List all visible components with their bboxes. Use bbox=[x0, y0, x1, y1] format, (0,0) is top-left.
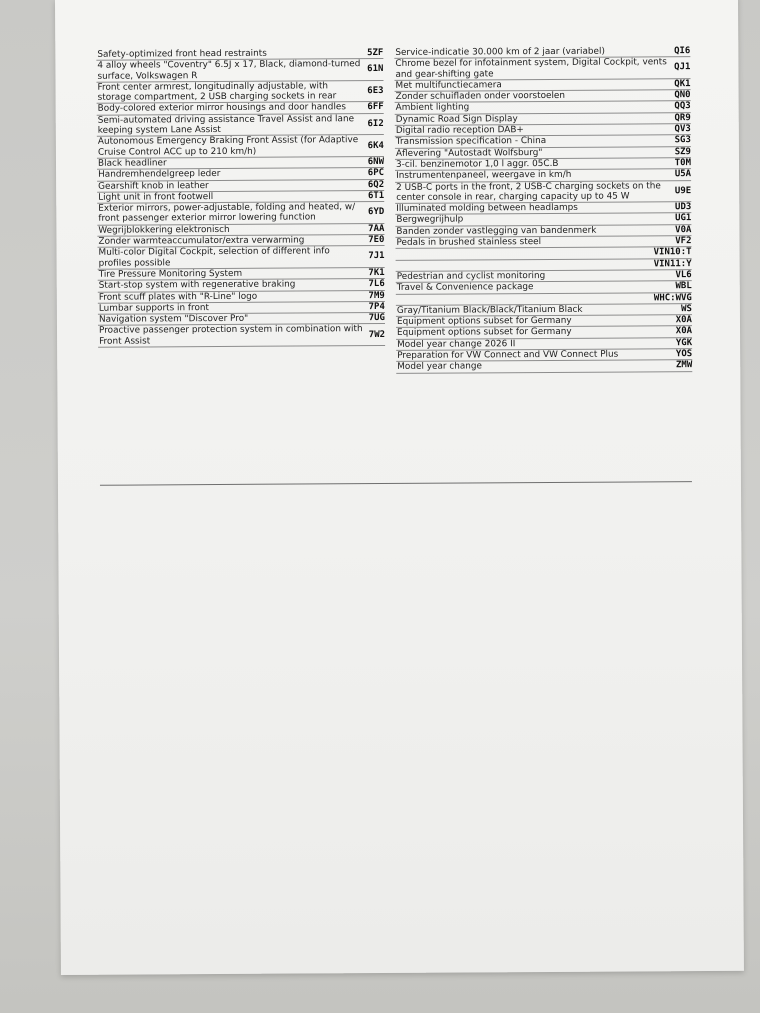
option-code: YGK bbox=[675, 337, 693, 348]
option-description: Front scuff plates with "R-Line" logo bbox=[98, 291, 258, 303]
option-code: VIN10:T bbox=[653, 247, 692, 258]
option-code: 6PC bbox=[367, 168, 385, 179]
option-description: Service-indicatie 30.000 km of 2 jaar (variabel) bbox=[395, 46, 605, 58]
option-description: Zonder warmteaccumulator/extra verwarming bbox=[98, 235, 305, 247]
option-code: 6FF bbox=[367, 102, 384, 113]
paper-sheet bbox=[55, 0, 744, 975]
option-code: UG1 bbox=[675, 213, 692, 224]
option-description: Dynamic Road Sign Display bbox=[395, 113, 518, 125]
option-code: SZ9 bbox=[674, 146, 691, 157]
option-description: Pedestrian and cyclist monitoring bbox=[396, 270, 546, 282]
option-description: Lumbar supports in front bbox=[98, 302, 210, 314]
option-code: X0A bbox=[675, 315, 692, 326]
option-description: Wegrijblokkering elektronisch bbox=[98, 224, 230, 236]
option-row bbox=[97, 81, 384, 104]
option-description: Gearshift knob in leather bbox=[98, 180, 209, 192]
option-description: Body-colored exterior mirror housings and door handles bbox=[97, 102, 347, 115]
option-description: Ambient lighting bbox=[395, 102, 470, 114]
option-description: Bergwegrijhulp bbox=[396, 214, 464, 226]
separator-line bbox=[100, 481, 692, 486]
option-description: Gray/Titanium Black/Black/Titanium Black bbox=[396, 304, 583, 316]
option-code: 7K1 bbox=[368, 267, 385, 279]
option-code: 7L6 bbox=[368, 279, 385, 290]
option-code: QR9 bbox=[674, 112, 691, 123]
option-code: 7P4 bbox=[368, 301, 385, 312]
option-row bbox=[97, 114, 384, 137]
options-column-right bbox=[394, 46, 692, 373]
option-row bbox=[97, 135, 384, 158]
option-code: 7M9 bbox=[368, 290, 385, 301]
option-description: Safety-optimized front head restraints bbox=[97, 48, 267, 60]
option-code: QQ3 bbox=[674, 101, 691, 112]
option-code: VL6 bbox=[675, 270, 692, 281]
option-description: Travel & Convenience package bbox=[396, 282, 534, 294]
option-code: V0A bbox=[675, 224, 692, 235]
option-row bbox=[396, 360, 692, 373]
option-code: QV3 bbox=[674, 124, 691, 135]
option-code: WBL bbox=[675, 281, 692, 292]
option-code: SG3 bbox=[674, 135, 691, 146]
option-description: Start-stop system with regenerative braking bbox=[98, 279, 296, 291]
option-description: Navigation system "Discover Pro" bbox=[98, 313, 249, 325]
option-description: Pedals in brushed stainless steel bbox=[396, 237, 542, 248]
option-row bbox=[98, 324, 385, 347]
option-code: T0M bbox=[674, 158, 692, 169]
option-code: 6K4 bbox=[367, 140, 384, 151]
option-code: QI6 bbox=[674, 46, 691, 57]
option-code: WHC:WVG bbox=[653, 292, 692, 303]
option-description: Black headliner bbox=[97, 158, 167, 169]
option-description: Autonomous Emergency Braking Front Assist (for Adaptive Cruise Control ACC up to 210 km/h) bbox=[97, 135, 359, 158]
option-code: 6E3 bbox=[367, 86, 384, 97]
option-description: Semi-automated driving assistance Travel Assist and lane keeping system Lane Assist bbox=[97, 113, 355, 136]
option-description: Met multifunctiecamera bbox=[395, 80, 502, 91]
option-description bbox=[397, 264, 654, 266]
option-code: U5A bbox=[674, 169, 692, 180]
option-code: 7J1 bbox=[368, 251, 385, 262]
option-row bbox=[395, 181, 691, 204]
option-code: 6YD bbox=[368, 207, 385, 218]
option-code: 7AA bbox=[368, 223, 385, 234]
option-description: Light unit in front footwell bbox=[98, 191, 214, 203]
option-description: Aflevering "Autostadt Wolfsburg" bbox=[395, 147, 543, 159]
option-code: QK1 bbox=[674, 79, 691, 90]
option-code: ZMW bbox=[675, 360, 693, 371]
option-description: Front center armrest, longitudinally adjustable, with storage compartment, 2 USB charging sockets in rear bbox=[97, 81, 337, 103]
option-code: WS bbox=[681, 303, 692, 315]
option-code: QJ1 bbox=[674, 62, 691, 73]
option-description: Equipment options subset for Germany bbox=[396, 315, 572, 328]
option-code: UD3 bbox=[674, 202, 692, 213]
option-code: 6T1 bbox=[367, 190, 385, 201]
option-code: X0A bbox=[675, 326, 693, 337]
option-code: YOS bbox=[675, 349, 693, 360]
option-description: Banden zonder vastlegging van bandenmerk bbox=[396, 225, 597, 237]
options-column-left bbox=[96, 48, 385, 348]
option-description: Illuminated molding between headlamps bbox=[396, 202, 578, 215]
option-description: Zonder schuifladen onder voorstoelen bbox=[395, 91, 566, 103]
option-code: QN0 bbox=[674, 90, 691, 101]
option-row bbox=[394, 57, 690, 80]
option-description: 3-cil. benzinemotor 1,0 l aggr. 05C.B bbox=[395, 158, 559, 170]
option-description: 2 USB-C ports in the front, 2 USB-C charging sockets on the center console in rear, charging capacity up to 45 W bbox=[396, 180, 661, 203]
option-code: 5ZF bbox=[367, 47, 384, 59]
option-description bbox=[397, 253, 654, 255]
option-code: U9E bbox=[674, 185, 692, 196]
option-code: 6I2 bbox=[367, 118, 384, 130]
option-description: 4 alloy wheels "Coventry" 6.5J x 17, Black, diamond-turned surface, Volkswagen R bbox=[97, 59, 361, 82]
option-description bbox=[397, 298, 654, 300]
option-description: Chrome bezel for infotainment system, Digital Cockpit, vents and gear-shifting gate bbox=[395, 57, 667, 80]
option-description: Handremhendelgreep leder bbox=[98, 169, 221, 181]
option-code: 6Q2 bbox=[367, 179, 385, 190]
option-description: Tire Pressure Monitoring System bbox=[98, 268, 243, 280]
option-code: VF2 bbox=[675, 236, 692, 247]
option-description: Exterior mirrors, power-adjustable, folding and heated, w/ front passenger exterior mirror lowering function bbox=[98, 202, 356, 225]
option-description: Multi-color Digital Cockpit, selection of different info profiles possible bbox=[98, 246, 330, 269]
option-description: Equipment options subset for Germany bbox=[397, 327, 572, 339]
option-description: Instrumentenpaneel, weergave in km/h bbox=[396, 170, 572, 182]
option-code: 7E0 bbox=[368, 235, 385, 246]
option-code: 7W2 bbox=[368, 329, 386, 340]
option-description: Model year change 2026 II bbox=[397, 338, 516, 350]
option-description: Digital radio reception DAB+ bbox=[395, 125, 524, 136]
option-description: Preparation for VW Connect and VW Connect Plus bbox=[397, 349, 619, 361]
option-row bbox=[97, 202, 384, 225]
option-code: 61N bbox=[367, 64, 384, 75]
option-row bbox=[98, 246, 385, 269]
option-code: 7UG bbox=[368, 313, 385, 324]
option-description: Transmission specification - China bbox=[395, 136, 547, 148]
option-description: Model year change bbox=[397, 361, 483, 373]
option-code: VIN11:Y bbox=[653, 258, 692, 269]
option-row bbox=[96, 59, 383, 82]
option-description: Proactive passenger protection system in combination with Front Assist bbox=[98, 324, 363, 347]
option-code: 6NW bbox=[367, 156, 385, 168]
